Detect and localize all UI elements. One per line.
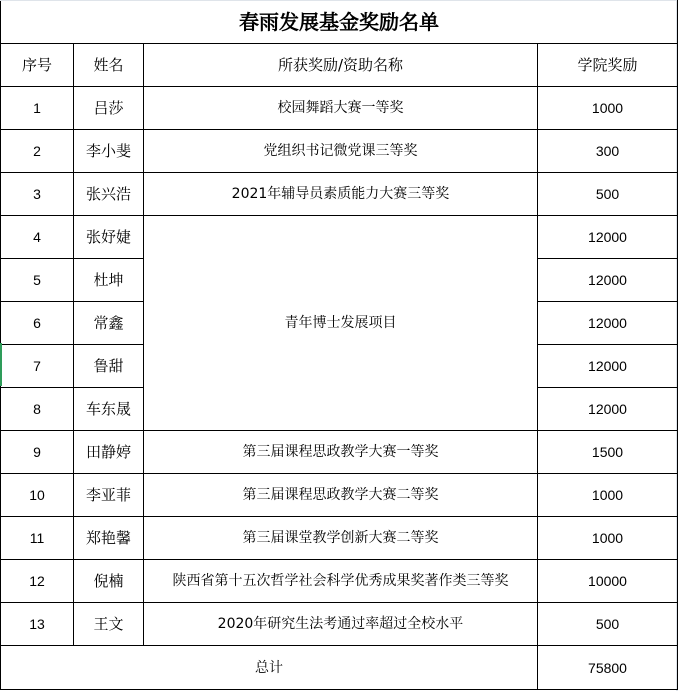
cell-award[interactable]: 第三届课堂教学创新大赛二等奖 xyxy=(144,517,538,560)
cell-amount[interactable]: 1000 xyxy=(538,87,678,130)
cell-amount[interactable]: 1000 xyxy=(538,474,678,517)
cell-name[interactable]: 常鑫 xyxy=(74,302,144,345)
cell-award[interactable]: 第三届课程思政教学大赛二等奖 xyxy=(144,474,538,517)
cell-name[interactable]: 倪楠 xyxy=(74,560,144,603)
cell-index[interactable]: 11 xyxy=(1,517,74,560)
cell-index[interactable]: 10 xyxy=(1,474,74,517)
header-row xyxy=(1,44,678,87)
cell-award[interactable]: 党组织书记微党课三等奖 xyxy=(144,130,538,173)
cell-name[interactable]: 郑艳馨 xyxy=(74,517,144,560)
cell-index[interactable]: 2 xyxy=(1,130,74,173)
cell-index[interactable]: 7 xyxy=(1,345,74,388)
cell-index[interactable]: 9 xyxy=(1,431,74,474)
cell-name[interactable]: 杜坤 xyxy=(74,259,144,302)
cell-amount[interactable]: 1000 xyxy=(538,517,678,560)
cell-name[interactable]: 鲁甜 xyxy=(74,345,144,388)
cell-name[interactable]: 王文 xyxy=(74,603,144,646)
table-row xyxy=(1,517,678,560)
cell-index[interactable]: 12 xyxy=(1,560,74,603)
cell-index[interactable]: 3 xyxy=(1,173,74,216)
cell-index[interactable]: 6 xyxy=(1,302,74,345)
cell-award-merged[interactable]: 青年博士发展项目 xyxy=(144,216,538,431)
cell-award[interactable]: 2020年研究生法考通过率超过全校水平 xyxy=(144,603,538,646)
cell-amount[interactable]: 12000 xyxy=(538,345,678,388)
cell-name[interactable]: 田静婷 xyxy=(74,431,144,474)
cell-name[interactable]: 吕莎 xyxy=(74,87,144,130)
header-amount[interactable]: 学院奖励 xyxy=(538,44,678,87)
cell-amount[interactable]: 500 xyxy=(538,173,678,216)
cell-award[interactable]: 陕西省第十五次哲学社会科学优秀成果奖著作类三等奖 xyxy=(144,560,538,603)
table-row xyxy=(1,560,678,603)
table-row xyxy=(1,130,678,173)
cell-index[interactable]: 13 xyxy=(1,603,74,646)
table-row xyxy=(1,87,678,130)
cell-index[interactable]: 4 xyxy=(1,216,74,259)
header-name[interactable]: 姓名 xyxy=(74,44,144,87)
cell-amount[interactable]: 1500 xyxy=(538,431,678,474)
cell-amount[interactable]: 300 xyxy=(538,130,678,173)
cell-index[interactable]: 1 xyxy=(1,87,74,130)
total-amount[interactable]: 75800 xyxy=(538,646,678,690)
cell-amount[interactable]: 10000 xyxy=(538,560,678,603)
table-row xyxy=(1,173,678,216)
cell-amount[interactable]: 500 xyxy=(538,603,678,646)
cell-name[interactable]: 李亚菲 xyxy=(74,474,144,517)
cell-amount[interactable]: 12000 xyxy=(538,216,678,259)
cell-award[interactable]: 校园舞蹈大赛一等奖 xyxy=(144,87,538,130)
table-row xyxy=(1,431,678,474)
cell-name[interactable]: 李小斐 xyxy=(74,130,144,173)
cell-award[interactable]: 2021年辅导员素质能力大赛三等奖 xyxy=(144,173,538,216)
cell-name[interactable]: 张妤婕 xyxy=(74,216,144,259)
table-row xyxy=(1,474,678,517)
cell-amount[interactable]: 12000 xyxy=(538,388,678,431)
header-award[interactable]: 所获奖励/资助名称 xyxy=(144,44,538,87)
cell-index[interactable]: 8 xyxy=(1,388,74,431)
table-row xyxy=(1,216,678,259)
cell-name[interactable]: 车东晟 xyxy=(74,388,144,431)
cell-name[interactable]: 张兴浩 xyxy=(74,173,144,216)
cell-amount[interactable]: 12000 xyxy=(538,302,678,345)
cell-award[interactable]: 第三届课程思政教学大赛一等奖 xyxy=(144,431,538,474)
table-row xyxy=(1,603,678,646)
total-label[interactable]: 总计 xyxy=(1,646,538,690)
cell-amount[interactable]: 12000 xyxy=(538,259,678,302)
total-row xyxy=(1,646,678,690)
active-cell-indicator xyxy=(0,343,2,386)
table-title[interactable]: 春雨发展基金奖励名单 xyxy=(1,1,678,44)
header-index[interactable]: 序号 xyxy=(1,44,74,87)
cell-index[interactable]: 5 xyxy=(1,259,74,302)
